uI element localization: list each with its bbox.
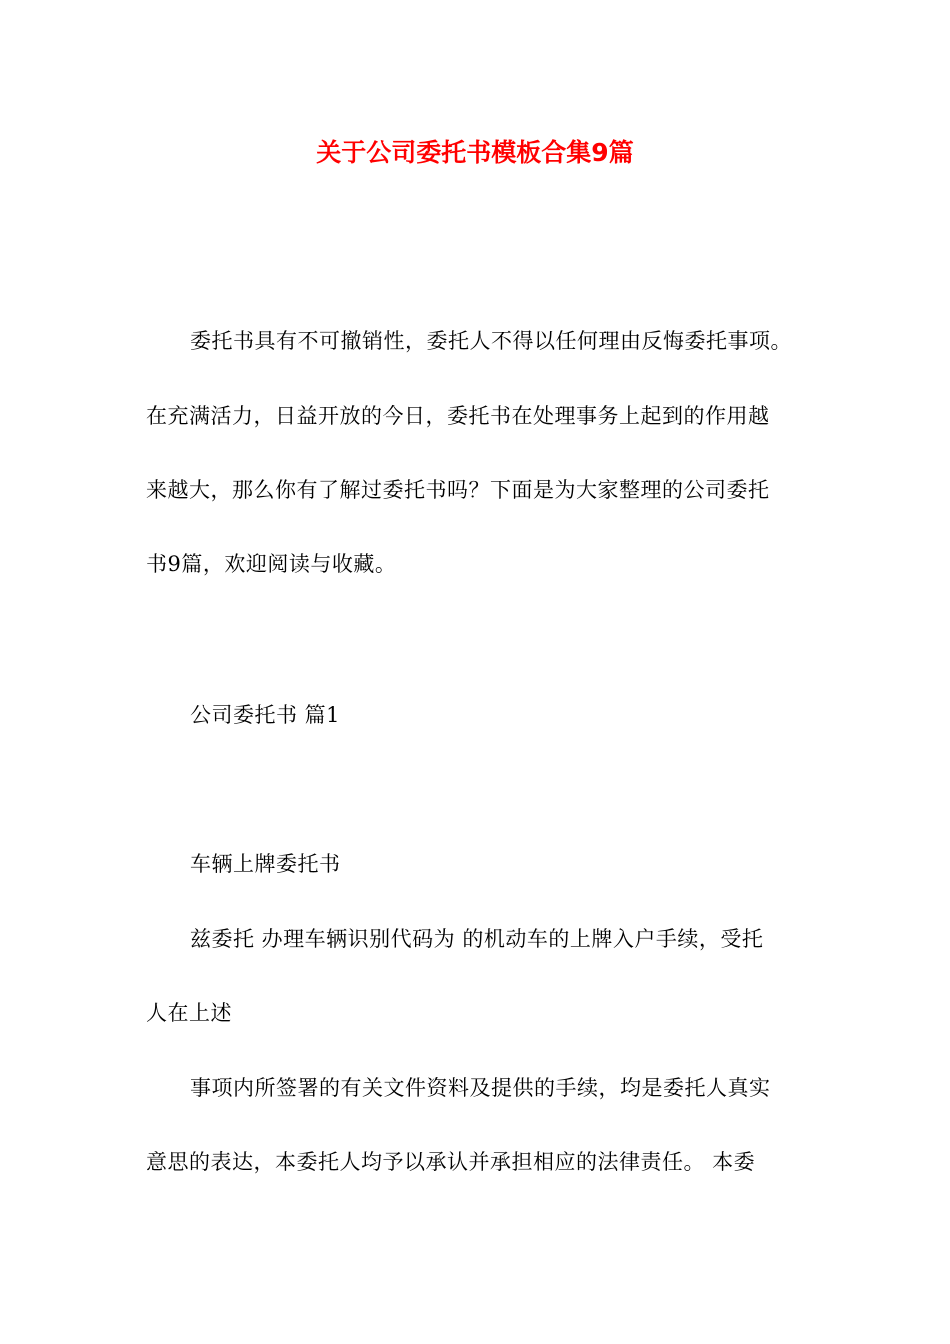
intro-line-1: 委托书具有不可撤销性，委托人不得以任何理由反悔委托事项。 [190,329,792,353]
body-line-3: 事项内所签署的有关文件资料及提供的手续，均是委托人真实 [190,1076,771,1100]
intro-line-3: 来越大，那么你有了解过委托书吗？下面是为大家整理的公司委托 [146,478,770,502]
body-line-2: 人在上述 [146,1001,232,1025]
document-title: 关于公司委托书模板合集9篇 [316,138,634,167]
intro-line-2: 在充满活力，日益开放的今日，委托书在处理事务上起到的作用越 [146,404,770,428]
section-heading: 公司委托书 篇1 [190,703,341,727]
intro-line-4: 书9篇，欢迎阅读与收藏。 [146,552,397,576]
subheading: 车辆上牌委托书 [190,852,341,876]
body-line-4: 意思的表达，本委托人均予以承认并承担相应的法律责任。 本委 [146,1150,756,1174]
body-line-1: 兹委托 办理车辆识别代码为 的机动车的上牌入户手续，受托 [190,927,764,951]
